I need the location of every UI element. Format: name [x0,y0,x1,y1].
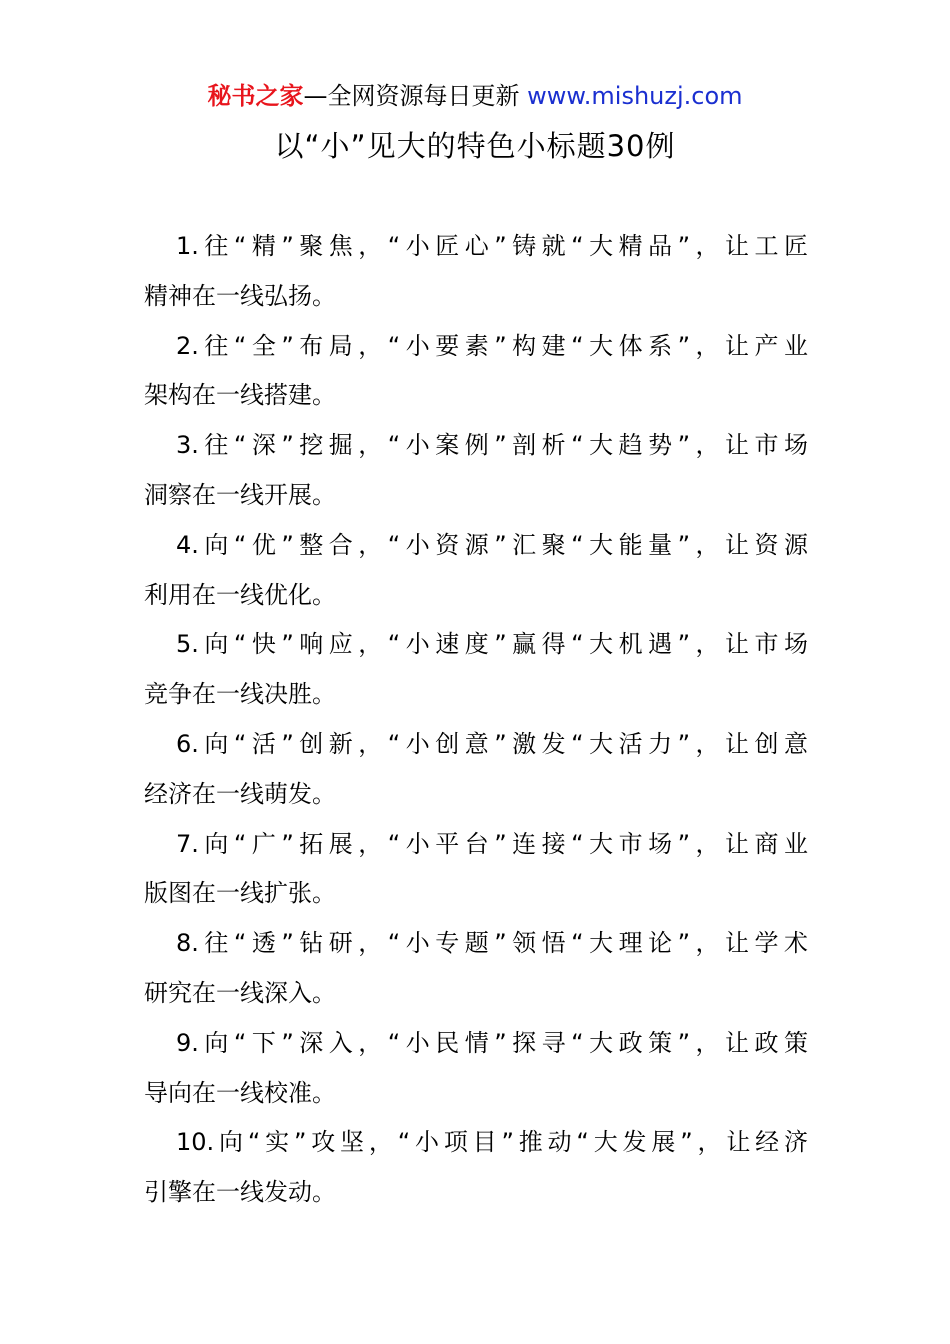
list-item-line-1: 7.向“广”拓展，“小平台”连接“大市场”，让商业 [176,829,808,858]
list-item-line-2: 版图在一线扩张。 [144,879,336,908]
document-title: 以“小”见大的特色小标题30例 [274,129,676,163]
list-item [144,1118,808,1218]
list-item-line-2: 导向在一线校准。 [144,1078,336,1107]
list-item-line-2: 架构在一线搭建。 [144,381,336,410]
list-item [144,1019,808,1119]
list-item-line-1: 1.往“精”聚焦，“小匠心”铸就“大精品”，让工匠 [176,232,808,260]
list-item [144,620,808,720]
list-item-line-2: 引擎在一线发动。 [144,1178,336,1207]
list-item-line-2: 精神在一线弘扬。 [144,281,336,310]
list-item-line-2: 竞争在一线决胜。 [144,680,336,709]
list-item [144,222,808,322]
site-header [0,78,950,114]
list-item-line-1: 2.往“全”布局，“小要素”构建“大体系”，让产业 [176,331,808,360]
title-list [144,222,808,1218]
list-item-line-1: 8.往“透”钻研，“小专题”领悟“大理论”，让学术 [176,929,808,958]
list-item-line-2: 洞察在一线开展。 [144,480,336,509]
list-item-line-2: 研究在一线深入。 [144,978,336,1007]
list-item-line-1: 6.向“活”创新，“小创意”激发“大活力”，让创意 [176,729,808,758]
list-item [144,521,808,621]
list-item-line-1: 3.往“深”挖掘，“小案例”剖析“大趋势”，让市场 [176,431,808,460]
list-item-line-1: 10.向“实”攻坚，“小项目”推动“大发展”，让经济 [176,1128,808,1157]
list-item [144,322,808,422]
site-url-link[interactable]: www.mishuzj.com [527,82,743,110]
list-item [144,919,808,1019]
brand-name: 秘书之家 [207,82,304,110]
list-item-line-1: 9.向“下”深入，“小民情”探寻“大政策”，让政策 [176,1028,808,1057]
list-item [144,720,808,820]
header-slogan: —全网资源每日更新 [303,82,528,110]
list-item-line-2: 经济在一线萌发。 [144,779,336,808]
list-item [144,820,808,920]
list-item [144,421,808,521]
list-item-line-1: 5.向“快”响应，“小速度”赢得“大机遇”，让市场 [176,630,808,659]
list-item-line-1: 4.向“优”整合，“小资源”汇聚“大能量”，让资源 [176,530,808,559]
list-item-line-2: 利用在一线优化。 [144,580,336,609]
